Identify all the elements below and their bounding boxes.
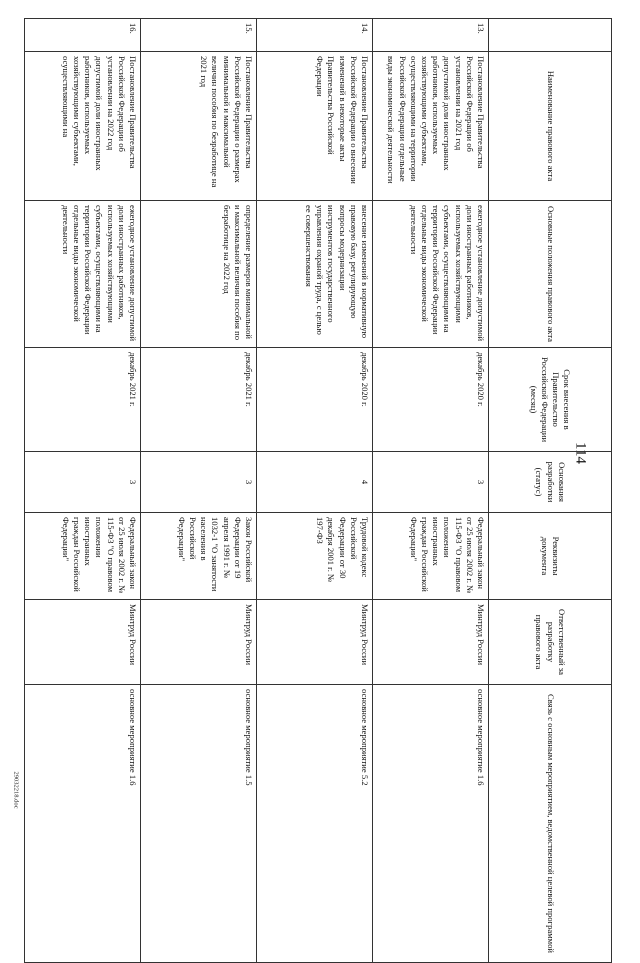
row-act-name: Постановление Правительства Российской Федерации о внесении изменений в некоторые акты Правительства Российской Федерации [257,52,373,201]
row-basis: 3 [373,452,489,513]
table-header-row [489,19,612,963]
header-main-provisions: Основные положения правового акта [489,201,612,348]
document-footer: 29032218.doc [12,771,20,809]
header-act-name: Наименование правового акта [489,52,612,201]
row-number: 15. [141,19,257,52]
row-requisites: Трудовой кодекс Российской Федерации от 30 декабря 2001 г. № 197-ФЗ [257,513,373,600]
row-link: основное мероприятие 1.6 [25,685,141,963]
row-number: 14. [257,19,373,52]
row-basis: 3 [25,452,141,513]
table-row [141,19,257,963]
row-responsible: Минтруд России [25,600,141,685]
header-number [489,19,612,52]
row-responsible: Минтруд России [141,600,257,685]
row-requisites: Федеральный закон от 25 июля 2002 г. № 115-ФЗ "О правовом положении иностранных граждан Российской Федерации" [25,513,141,600]
header-link: Связь с основным мероприятием, ведомственной целевой программой [489,685,612,963]
rotated-page [20,18,612,953]
row-number: 13. [373,19,489,52]
row-requisites: Федеральный закон от 25 июля 2002 г. № 115-ФЗ "О правовом положении иностранных граждан Российской Федерации" [373,513,489,600]
legal-acts-table [24,18,612,963]
row-deadline: декабрь 2020 г. [373,348,489,452]
header-responsible: Ответственный за разработку правового акта [489,600,612,685]
row-basis: 3 [141,452,257,513]
page-number: 114 [572,442,589,464]
table-row [25,19,141,963]
header-basis: Основания разработки (статус) [489,452,612,513]
row-act-name: Постановление Правительства Российской Федерации об установлении на 2022 год допустимой доли иностранных работников, используемых хозяйствующими субъектами, осуществляющими на [25,52,141,201]
row-deadline: декабрь 2020 г. [257,348,373,452]
row-link: основное мероприятие 1.5 [141,685,257,963]
row-provisions: ежегодное установление допустимой доли иностранных работников, используемых хозяйствующими субъектами, осуществляющими на территории Российской Федерации отдельные виды экономической деятельности [373,201,489,348]
row-provisions: определение размеров минимальной и максимальной величин пособия по безработице на 2022 год [141,201,257,348]
row-requisites: Закон Российской Федерации от 19 апреля 1991 г. № 1032-1 "О занятости населения в Российской Федерации" [141,513,257,600]
header-requisites: Реквизиты документа [489,513,612,600]
row-responsible: Минтруд России [257,600,373,685]
table-row [373,19,489,963]
table-row [257,19,373,963]
row-deadline: декабрь 2021 г. [25,348,141,452]
row-act-name: Постановление Правительства Российской Федерации о размерах минимальной и максимальной величин пособия по безработице на 2021 год [141,52,257,201]
row-link: основное мероприятие 5.2 [257,685,373,963]
row-act-name: Постановление Правительства Российской Федерации об установлении на 2021 год допустимой доли иностранных работников, используемых хозяйствующими субъектами, осуществляющими на территории Российской Федерации отдельные виды экономической деятельности [373,52,489,201]
row-basis: 4 [257,452,373,513]
row-deadline: декабрь 2021 г. [141,348,257,452]
row-provisions: внесение изменений в нормативную правовую базу, регулирующую вопросы модернизации инструментов государственного управления охраной труда, с целью ее совершенствования [257,201,373,348]
row-link: основное мероприятие 1.6 [373,685,489,963]
landscape-table-container [20,18,612,953]
row-provisions: ежегодное установление допустимой доли иностранных работников, используемых хозяйствующими субъектами, осуществляющими на территории Российской Федерации отдельные виды экономической деятельности [25,201,141,348]
header-deadline: Срок внесения в Правительство Российской Федерации (месяц) [489,348,612,452]
row-number: 16. [25,19,141,52]
row-responsible: Минтруд России [373,600,489,685]
